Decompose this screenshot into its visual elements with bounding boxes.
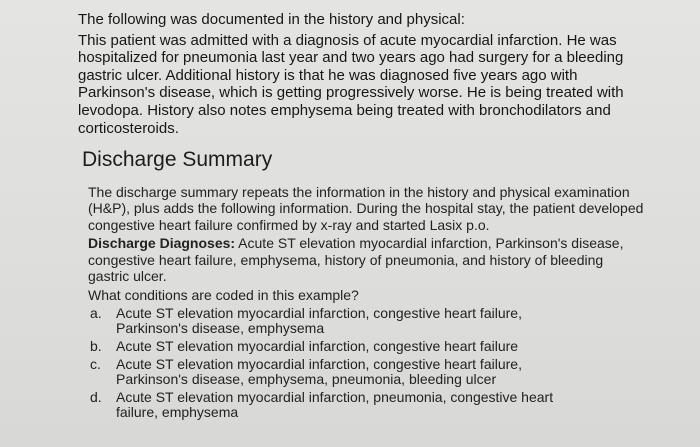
- option-text: Acute ST elevation myocardial infarction, congestive heart failure: [116, 338, 519, 355]
- discharge-diagnoses-text: Acute ST elevation myocardial infarction, Parkinson's disease, congestive heart failure, emphysema, history of pneumonia, and history of bleeding gastric ulcer.: [88, 235, 624, 285]
- history-physical-section: [78, 11, 654, 137]
- answer-options: [88, 306, 644, 421]
- option-text: Acute ST elevation myocardial infarction, congestive heart failure, Parkinson's disease, emphysema, pneumonia, bleeding ulcer: [116, 355, 522, 388]
- answer-option-a[interactable]: [88, 306, 644, 337]
- history-lead: The following was documented in the history and physical:: [78, 11, 465, 28]
- option-letter: d.: [90, 388, 102, 405]
- option-text: Acute ST elevation myocardial infarction, pneumonia, congestive heart failure, emphysema: [116, 388, 554, 421]
- answer-option-c[interactable]: [88, 357, 644, 388]
- discharge-diagnoses-label: Discharge Diagnoses:: [88, 235, 236, 252]
- history-body: This patient was admitted with a diagnosis of acute myocardial infarction. He was hospitalized for pneumonia last year and two years ago had surgery for a bleeding gastric ulcer. Additional history is that he was diagnosed five years ago with Parkinson's disease, which is getting progressively worse. He is being treated with levodopa. History also notes emphysema being treated with bronchodilators and corticosteroids.: [78, 31, 624, 137]
- option-letter: c.: [90, 355, 101, 372]
- discharge-summary-section: [88, 184, 644, 423]
- option-letter: b.: [90, 338, 102, 355]
- answer-option-b[interactable]: [88, 339, 644, 355]
- discharge-diagnoses: [88, 235, 644, 284]
- option-text: Acute ST elevation myocardial infarction, congestive heart failure, Parkinson's disease, emphysema: [116, 304, 522, 337]
- question-text: What conditions are coded in this example?: [88, 287, 359, 304]
- discharge-summary-heading: Discharge Summary: [82, 148, 273, 171]
- answer-option-d[interactable]: [88, 390, 644, 421]
- option-letter: a.: [90, 304, 102, 321]
- discharge-summary-text: The discharge summary repeats the information in the history and physical examination (H&P), plus adds the following information. During the hospital stay, the patient developed congestive heart failure confirmed by x-ray and started Lasix p.o.: [88, 184, 644, 233]
